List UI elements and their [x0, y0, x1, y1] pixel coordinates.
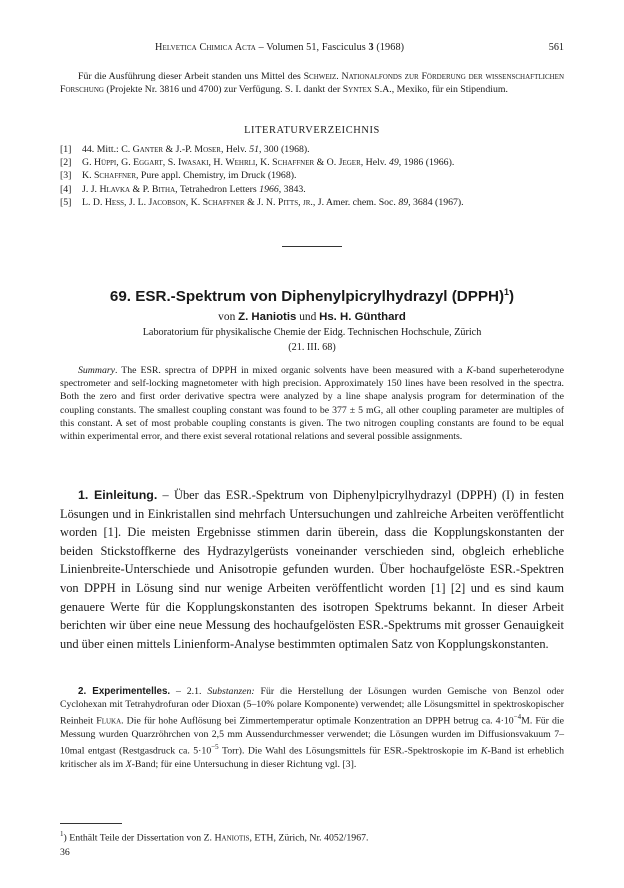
journal-title: Helvetica Chimica Acta – Volumen 51, Fasciculus 3 (1968) [155, 42, 405, 53]
article-authors: von Z. Haniotis und Hs. H. Günthard [218, 311, 406, 323]
experimental-paragraph: 2. Experimentelles. – 2.1. Substanzen: Für die Herstellung der Lösungen wurden Gemische von Benzol oder Cyclohexan mit Tetrahydrofuran oder Dioxan (5–10% polare Komponente) verwendet; alle Lösungsmittel in spektroskopischer Reinheit Fluka. Die für hohe Auflösung bei Zimmertemperatur optimale Konzentration an DPPH betrug ca. $4\cdot 10^{-4}M$. Für die Messung wurden Quarzröhrchen von 2,5 mm Aussendurchmesser verwendet; die Lösungen wurden im Diffusionsvakuum 7–10mal entgast (Restgasdruck ca. $5\cdot 10^{-5}$ Torr). Die Wahl des Lösungsmittels für ESR.-Spektroskopie im K-Band ist erheblich kritischer als im X-Band; für eine Untersuchung in dieser Richtung vgl. [3]. [60, 686, 564, 770]
footnote: $^1$) Enthält Teile der Dissertation von Z. Haniotis, ETH, Zürich, Nr. 4052/1967. [60, 830, 369, 844]
reference-item: [2] G. Hüppi, G. Eggart, S. Iwasaki, H. Wehrli, K. Schaffner & O. Jeger, Helv. 49, 1986 (1966). [60, 157, 455, 169]
reference-item: [3] K. Schaffner, Pure appl. Chemistry, im Druck (1968). [60, 170, 297, 182]
introduction-paragraph: 1. Einleitung. – Über das ESR.-Spektrum von Diphenylpicrylhydrazyl (DPPH) (I) in festen Lösungen und in Einkristallen sind mehrfach Untersuchungen und zahlreiche Arbeiten veröffentlicht worden [1]. Die meisten Ergebnisse stimmen darin überein, dass die Kopplungskonstanten der beiden Stickstoffkerne des Hydrazylgerüsts voneinander verschieden sind, obgleich erhebliche Linienbreite-Unterschiede und Anisotropie gefunden wurden. Über hochaufgelöste ESR.-Spektren von DPPH in Lösung sind nur wenige Arbeiten veröffentlicht worden [1] [2] und es sind kaum genauere Werte für die Kopplungskonstanten des isotropen Spektrums bekannt. In dieser Arbeit berichten wir über eine neue Messung des hochaufgelösten ESR.-Spektrums mit grosser Genauigkeit und über einen mittels Linienform-Analyse bestimmten optimalen Satz von Kopplungskonstanten. [60, 488, 565, 651]
summary-paragraph: Summary. The ESR. sprectra of DPPH in mixed organic solvents have been measured with a K-band superheterodyne spectrometer and self-locking magnetometer with high precision. Approximately 150 lines have been resolved in the spectra. Both the zero and first order derivative spectra were analyzed by a line shape analysis program for determination of the coupling constants. The smallest coupling constant was found to be 377 ± 5 mG, all other coupling parameter are multiples of this constant. A set of most probable coupling constants is given. The two nitrogen coupling constants are found to be equal within experimental error, and there exist several rotational relations and several possible assignments. [60, 365, 564, 443]
reference-item: [1] 44. Mitt.: C. Ganter & J.-P. Moser, Helv. 51, 300 (1968). [60, 144, 310, 155]
footnote-rule [60, 823, 122, 824]
section-divider [282, 246, 342, 247]
signature-folio: 36 [60, 847, 70, 858]
received-date: (21. III. 68) [288, 342, 336, 353]
affiliation: Laboratorium für physikalische Chemie der Eidg. Technischen Hochschule, Zürich [142, 327, 482, 338]
reference-item: [4] J. J. Hlavka & P. Bitha, Tetrahedron Letters 1966, 3843. [60, 183, 306, 195]
literature-heading: LITERATURVERZEICHNIS [244, 125, 380, 136]
article-title: 69. ESR.-Spektrum von Diphenylpicrylhydrazyl (DPPH)$^1$) [109, 287, 515, 306]
reference-item: [5] L. D. Hess, J. L. Jacobson, K. Schaffner & J. N. Pitts, jr., J. Amer. chem. Soc. 89, 3684 (1967). [60, 196, 464, 208]
reference-list [60, 143, 564, 209]
running-header [60, 42, 564, 56]
page-number: 561 [548, 42, 564, 53]
acknowledgement: Für die Ausführung dieser Arbeit standen uns Mittel des Schweiz. Nationalfonds zur Förderung der wissenschaftlichen Forschung (Projekte Nr. 3816 und 4700) zur Verfügung. S. I. dankt der Syntex S.A., Mexiko, für ein Stipendium. [60, 71, 565, 96]
